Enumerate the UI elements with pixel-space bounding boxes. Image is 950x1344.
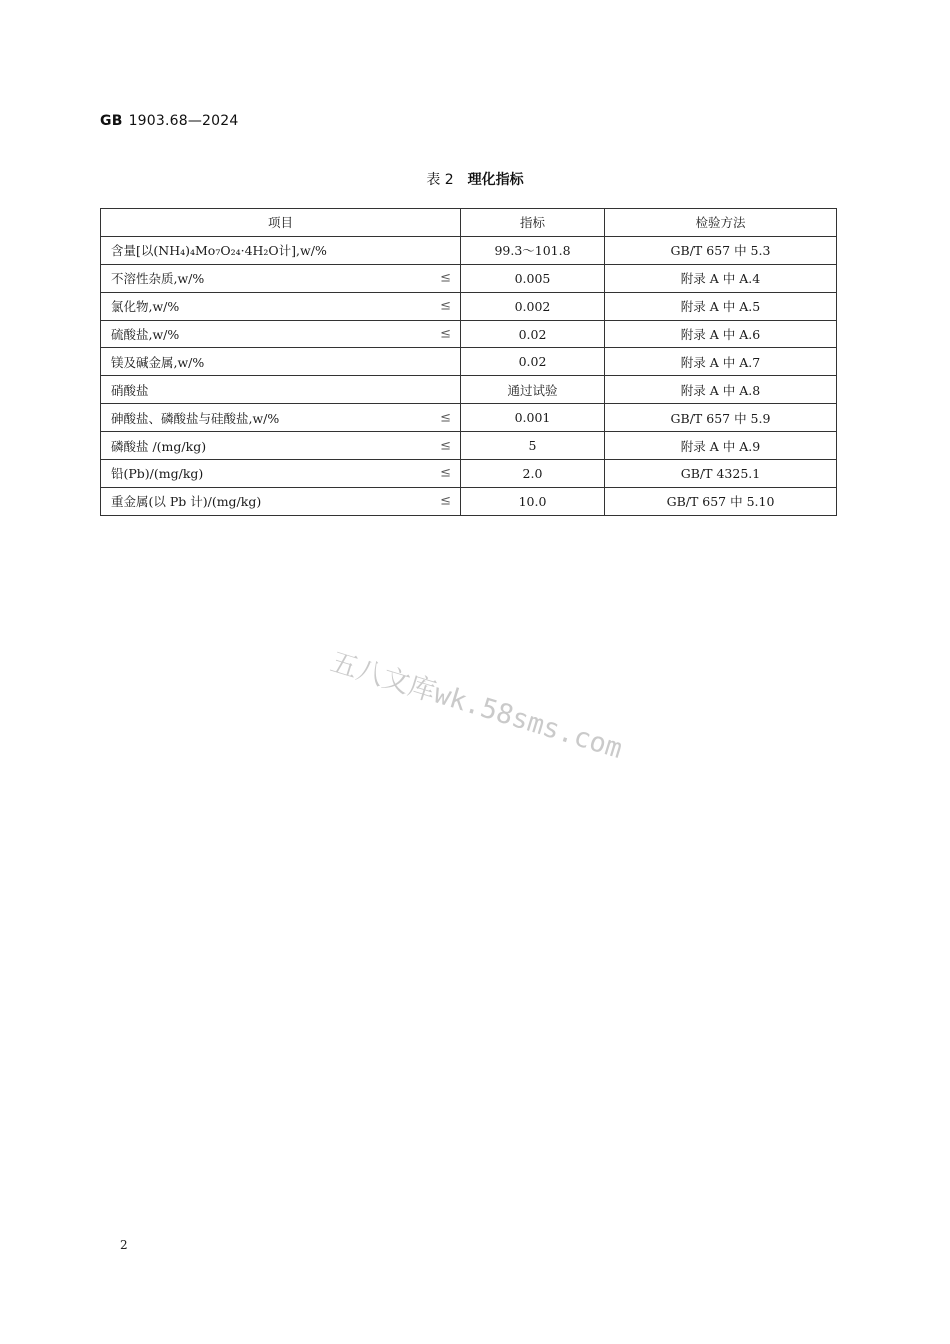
row-value: 0.02 — [461, 348, 605, 376]
row-method: 附录 A 中 A.7 — [605, 348, 837, 376]
header-item: 项目 — [101, 209, 461, 237]
table-body — [101, 236, 837, 515]
row-item-text: 含量[以(NH₄)₄Mo₇O₂₄·4H₂O计],w/% — [111, 243, 327, 259]
row-item — [101, 236, 461, 264]
table-row — [101, 292, 837, 320]
header-method: 检验方法 — [605, 209, 837, 237]
table-title-text: 理化指标 — [467, 172, 524, 188]
row-method: 附录 A 中 A.4 — [605, 264, 837, 292]
table-header-row — [101, 209, 837, 237]
row-item-text: 不溶性杂质,w/% — [111, 271, 205, 287]
row-item-text: 铅(Pb)/(mg/kg) — [111, 466, 204, 482]
row-item-text: 氯化物,w/% — [111, 299, 180, 315]
row-value: 0.005 — [461, 264, 605, 292]
row-item-text: 硝酸盐 — [111, 382, 149, 398]
row-method: GB/T 657 中 5.3 — [605, 236, 837, 264]
le-symbol: ≤ — [440, 326, 451, 342]
row-item-text: 磷酸盐 /(mg/kg) — [111, 438, 207, 454]
table-row — [101, 320, 837, 348]
row-value: 10.0 — [461, 487, 605, 515]
row-value: 0.002 — [461, 292, 605, 320]
watermark: 五八文库wk.58sms.com — [326, 646, 626, 765]
row-item — [101, 264, 461, 292]
physicochemical-spec-table — [100, 208, 837, 516]
standard-number: 1903.68—2024 — [128, 113, 239, 129]
le-symbol: ≤ — [440, 298, 451, 314]
table-title — [0, 169, 950, 189]
row-method: GB/T 4325.1 — [605, 460, 837, 488]
row-item-text: 镁及碱金属,w/% — [111, 354, 205, 370]
row-method: GB/T 657 中 5.9 — [605, 404, 837, 432]
row-method: 附录 A 中 A.6 — [605, 320, 837, 348]
row-value: 2.0 — [461, 460, 605, 488]
table-row — [101, 264, 837, 292]
le-symbol: ≤ — [440, 270, 451, 286]
row-item — [101, 432, 461, 460]
row-item — [101, 487, 461, 515]
row-value: 5 — [461, 432, 605, 460]
row-method: 附录 A 中 A.8 — [605, 376, 837, 404]
row-item — [101, 376, 461, 404]
row-method: 附录 A 中 A.5 — [605, 292, 837, 320]
row-item-text: 重金属(以 Pb 计)/(mg/kg) — [111, 494, 262, 510]
row-item-text: 硫酸盐,w/% — [111, 327, 180, 342]
row-method: GB/T 657 中 5.10 — [605, 487, 837, 515]
header-value: 指标 — [461, 209, 605, 237]
row-item — [101, 460, 461, 488]
page-number: 2 — [120, 1238, 128, 1252]
row-item — [101, 404, 461, 432]
row-value: 通过试验 — [461, 376, 605, 404]
row-item — [101, 292, 461, 320]
le-symbol: ≤ — [440, 493, 451, 509]
row-item — [101, 348, 461, 376]
row-method: 附录 A 中 A.9 — [605, 432, 837, 460]
table-row — [101, 487, 837, 515]
table-row — [101, 404, 837, 432]
le-symbol: ≤ — [440, 465, 451, 481]
row-item-text: 砷酸盐、磷酸盐与硅酸盐,w/% — [111, 410, 280, 426]
standard-code — [100, 113, 239, 129]
standard-prefix: GB — [100, 113, 123, 129]
table-row — [101, 460, 837, 488]
table-row — [101, 348, 837, 376]
row-value: 99.3～101.8 — [461, 236, 605, 264]
le-symbol: ≤ — [440, 438, 451, 454]
row-item — [101, 320, 461, 348]
table-row — [101, 236, 837, 264]
table-row — [101, 432, 837, 460]
row-value: 0.02 — [461, 320, 605, 348]
table-row — [101, 376, 837, 404]
table-title-number: 表 2 — [426, 172, 454, 188]
row-value: 0.001 — [461, 404, 605, 432]
le-symbol: ≤ — [440, 410, 451, 426]
